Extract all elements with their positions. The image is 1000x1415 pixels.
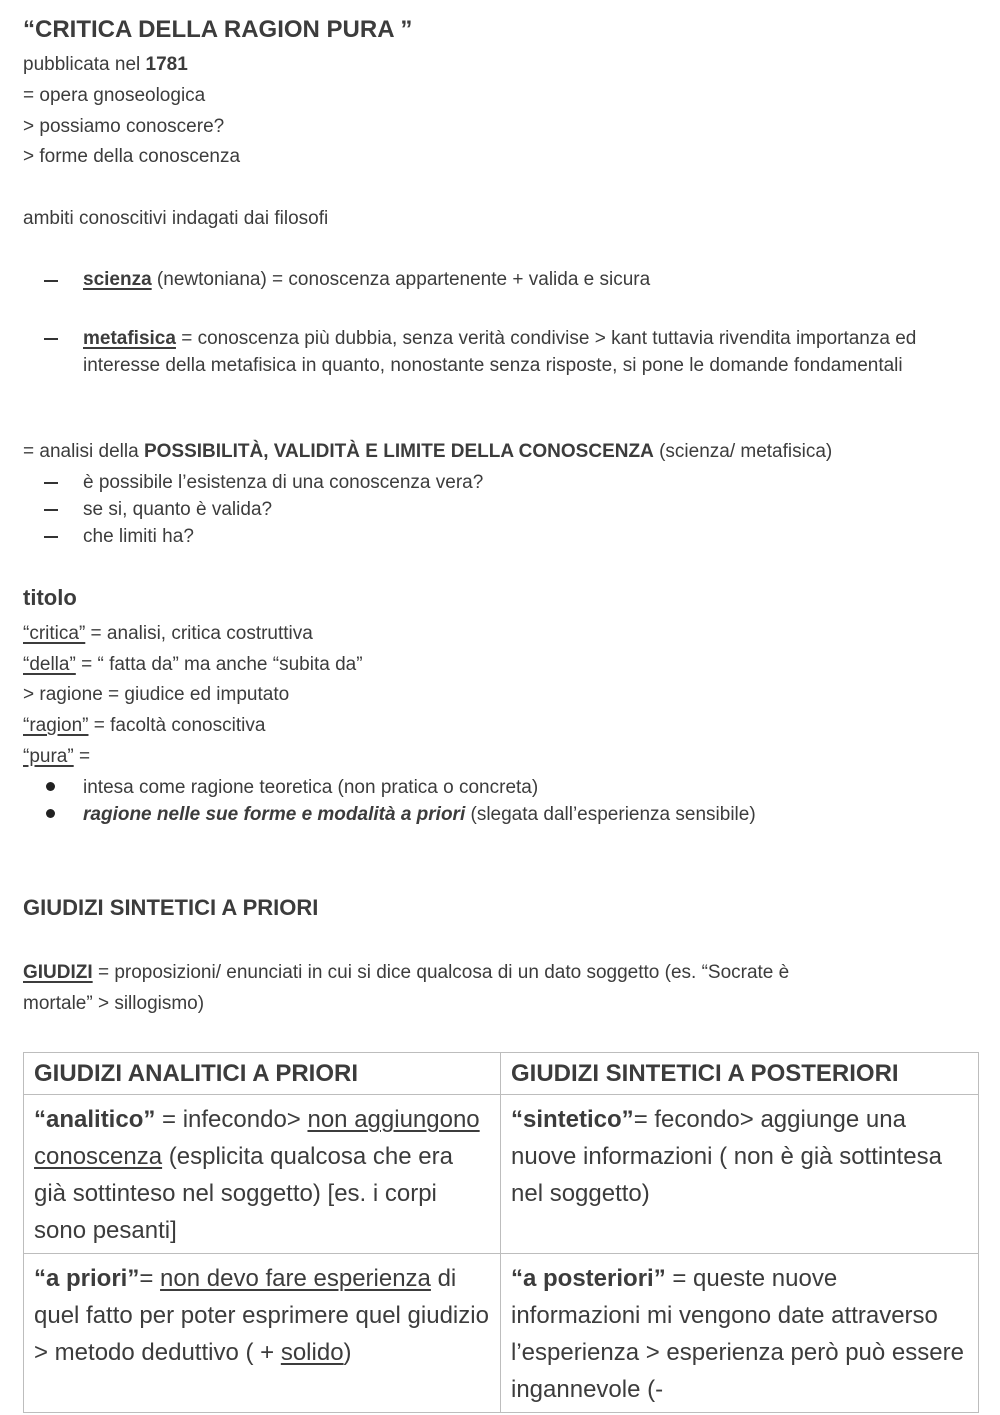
- pura-bullet-2-bold: ragione nelle sue forme e modalità a priori: [83, 804, 466, 825]
- cell-underline: solido: [280, 1339, 344, 1366]
- giudizi-def-line-1: [23, 961, 789, 985]
- scienza-term: scienza: [83, 269, 152, 290]
- question-item: è possibile l’esistenza di una conoscenza vera?: [83, 472, 484, 493]
- titolo-heading: titolo: [23, 585, 77, 610]
- scienza-desc: (newtoniana) = conoscenza appartenente + valida e sicura: [151, 269, 651, 290]
- della-term: “della”: [23, 654, 76, 675]
- pura-term: “pura”: [23, 746, 74, 767]
- ragion-line: [23, 714, 265, 738]
- metafisica-term: metafisica: [83, 328, 176, 349]
- ragion-term: “ragion”: [23, 715, 89, 736]
- cell-text: = fecondo> aggiunge una nuove informazioni ( non è già sottintesa nel soggetto): [511, 1106, 942, 1207]
- table-cell-a-posteriori: [501, 1254, 979, 1413]
- della-line: [23, 653, 363, 677]
- dash-bullet: [44, 509, 58, 511]
- della-desc: = “ fatta da” ma anche “subita da”: [75, 654, 363, 675]
- cell-term: “analitico”: [34, 1106, 156, 1133]
- ragion-desc: = facoltà conoscitiva: [88, 715, 266, 736]
- giudizi-table: [23, 1052, 979, 1413]
- critica-line: [23, 622, 313, 646]
- question-item: che limiti ha?: [83, 526, 194, 547]
- giudizi-term: GIUDIZI: [23, 962, 93, 983]
- analisi-bold: POSSIBILITÀ, VALIDITÀ E LIMITE DELLA CONOSCENZA: [143, 441, 654, 462]
- table-header-cell: GIUDIZI ANALITICI A PRIORI: [24, 1053, 501, 1095]
- pura-desc: =: [73, 746, 91, 767]
- dash-bullet: [44, 338, 58, 340]
- ambiti-intro: ambiti conoscitivi indagati dai filosofi: [23, 208, 329, 229]
- note-line: = opera gnoseologica: [23, 85, 206, 106]
- pura-bullet-1: intesa come ragione teoretica (non pratica o concreta): [83, 777, 539, 798]
- metafisica-item: [83, 325, 983, 379]
- table-cell-sintetico: [501, 1095, 979, 1254]
- cell-text: = queste nuove informazioni mi vengono date attraverso l’esperienza > esperienza però può essere ingannevole (-: [511, 1265, 964, 1403]
- table-cell-analitico: [24, 1095, 501, 1254]
- cell-term: “sintetico”: [511, 1106, 634, 1133]
- analisi-line: [23, 440, 832, 464]
- analisi-suffix: (scienza/ metafisica): [653, 441, 833, 462]
- bullet-dot: [46, 809, 55, 818]
- publication-year: 1781: [145, 54, 188, 75]
- cell-term: “a posteriori”: [511, 1265, 666, 1292]
- table-row: [24, 1254, 979, 1413]
- cell-term: “a priori”: [34, 1265, 140, 1292]
- publication-prefix: pubblicata nel: [23, 54, 146, 75]
- critica-desc: = analisi, critica costruttiva: [85, 623, 313, 644]
- dash-bullet: [44, 280, 58, 282]
- scienza-item: [83, 268, 650, 292]
- page-title: “CRITICA DELLA RAGION PURA ”: [23, 16, 413, 43]
- bullet-dot: [46, 782, 55, 791]
- cell-text: = infecondo>: [155, 1106, 308, 1133]
- table-header-row: [24, 1053, 979, 1095]
- giudizi-def-1: = proposizioni/ enunciati in cui si dice qualcosa di un dato soggetto (es. “Socrate è: [92, 962, 790, 983]
- metafisica-desc: = conoscenza più dubbia, senza verità condivise > kant tuttavia rivendita importanza ed interesse della metafisica in quanto, nonostante senza risposte, si pone le domande fondamentali: [83, 328, 917, 376]
- pura-bullet-2: [83, 803, 756, 827]
- dash-bullet: [44, 482, 58, 484]
- cell-underline: non devo fare esperienza: [160, 1265, 431, 1292]
- table-row: [24, 1095, 979, 1254]
- critica-term: “critica”: [23, 623, 86, 644]
- dash-bullet: [44, 536, 58, 538]
- cell-text: di quel fatto per poter esprimere quel giudizio > metodo deduttivo ( +: [34, 1265, 489, 1366]
- pura-bullet-2-rest: (slegata dall’esperienza sensibile): [465, 804, 756, 825]
- giudizi-def-line-2: mortale” > sillogismo): [23, 993, 205, 1014]
- cell-text: ): [343, 1339, 352, 1366]
- note-line: > possiamo conoscere?: [23, 116, 225, 137]
- analisi-prefix: = analisi della: [23, 441, 144, 462]
- publication-line: [23, 53, 188, 77]
- table-header-cell: GIUDIZI SINTETICI A POSTERIORI: [501, 1053, 979, 1095]
- pura-line: [23, 745, 90, 769]
- cell-text: (esplicita qualcosa che era già sottinteso nel soggetto) [es. i corpi sono pesanti]: [34, 1143, 453, 1244]
- cell-text: =: [139, 1265, 161, 1292]
- giudizi-heading: GIUDIZI SINTETICI A PRIORI: [23, 895, 319, 920]
- note-line: > forme della conoscenza: [23, 146, 241, 167]
- question-item: se si, quanto è valida?: [83, 499, 273, 520]
- table-cell-a-priori: [24, 1254, 501, 1413]
- ragione-line: > ragione = giudice ed imputato: [23, 684, 290, 705]
- cell-underline: non aggiungono conoscenza: [34, 1106, 480, 1170]
